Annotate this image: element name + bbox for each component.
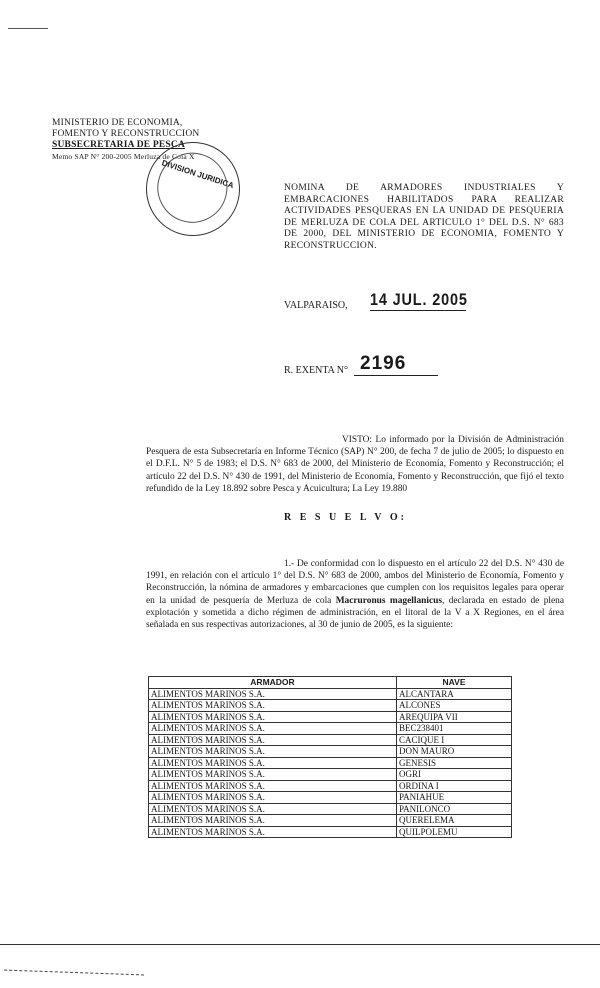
resolution-number: 2196	[360, 353, 407, 374]
table-row	[149, 757, 512, 769]
document-title: NOMINA DE ARMADORES INDUSTRIALES Y EMBARCACIONES HABILITADOS PARA REALIZAR ACTIVIDADES PESQUERAS EN LA UNIDAD DE PESQUERIA DE MERLUZA DE COLA DEL ARTICULO 1° DEL D.S. N° 683 DE 2000, DEL MINISTERIO DE ECONOMIA, FOMENTO Y RECONSTRUCCION.	[284, 183, 564, 251]
nave-cell: AREQUIPA VII	[397, 711, 512, 723]
memo-reference: Memo SAP N° 200-2005 Merluza de Cola X	[52, 152, 195, 161]
ministry-line-2: FOMENTO Y RECONSTRUCCION	[52, 129, 200, 139]
place-label: VALPARAISO,	[284, 300, 348, 311]
armador-cell: ALIMENTOS MARINOS S.A.	[149, 815, 397, 827]
armador-cell: ALIMENTOS MARINOS S.A.	[149, 792, 397, 804]
date-underline	[370, 310, 466, 311]
nave-cell: PANILONCO	[397, 803, 512, 815]
nave-cell: ALCANTARA	[397, 688, 512, 700]
armador-cell: ALIMENTOS MARINOS S.A.	[149, 734, 397, 746]
table-row	[149, 803, 512, 815]
column-header-armador: ARMADOR	[149, 677, 397, 689]
scan-divider	[0, 944, 600, 945]
nave-cell: BEC238401	[397, 723, 512, 735]
table-body	[149, 688, 512, 838]
armador-cell: ALIMENTOS MARINOS S.A.	[149, 688, 397, 700]
species-name: Macruronus magellanicus	[335, 595, 442, 606]
table-row	[149, 769, 512, 781]
nave-cell: QUILPOLEMU	[397, 826, 512, 838]
table-row	[149, 780, 512, 792]
armador-cell: ALIMENTOS MARINOS S.A.	[149, 803, 397, 815]
armador-cell: ALIMENTOS MARINOS S.A.	[149, 826, 397, 838]
resuelvo-heading: R E S U E L V O:	[284, 512, 407, 523]
resolution-point-1	[146, 558, 564, 631]
nave-cell: PANIAHUE	[397, 792, 512, 804]
table-row	[149, 815, 512, 827]
armador-cell: ALIMENTOS MARINOS S.A.	[149, 769, 397, 781]
nave-cell: GENESIS	[397, 757, 512, 769]
table-header-row	[149, 677, 512, 689]
scan-dash	[4, 970, 144, 976]
armador-cell: ALIMENTOS MARINOS S.A.	[149, 780, 397, 792]
armadores-table	[148, 676, 512, 838]
table-row	[149, 688, 512, 700]
column-header-nave: NAVE	[397, 677, 512, 689]
stamp-text: DIVISION JURIDICA	[160, 158, 235, 191]
table-row	[149, 723, 512, 735]
table-row	[149, 746, 512, 758]
subsecretaria-line: SUBSECRETARIA DE PESCA	[52, 140, 186, 150]
point-1-text-end: , declarada en estado de plena explotación y sometida a dicho régimen de administración, en el litoral de la V a X Regiones, en el área señalada en sus respectivas autorizaciones, al 30 de junio de 2005, es la siguiente:	[146, 595, 564, 631]
nave-cell: CACIQUE I	[397, 734, 512, 746]
table-row	[149, 711, 512, 723]
table-row	[149, 700, 512, 712]
nave-cell: ALCONES	[397, 700, 512, 712]
table-row	[149, 826, 512, 838]
armador-cell: ALIMENTOS MARINOS S.A.	[149, 757, 397, 769]
scan-mark	[8, 28, 48, 29]
resolution-label: R. EXENTA N°	[284, 365, 349, 376]
date-stamp: 14 JUL. 2005	[370, 290, 468, 309]
nave-cell: DON MAURO	[397, 746, 512, 758]
table-row	[149, 734, 512, 746]
nave-cell: OGRI	[397, 769, 512, 781]
nave-cell: QUERELEMA	[397, 815, 512, 827]
table-row	[149, 792, 512, 804]
armador-cell: ALIMENTOS MARINOS S.A.	[149, 723, 397, 735]
ministry-line: MINISTERIO DE ECONOMIA,	[52, 118, 183, 128]
point-1-text: 1.- De conformidad con lo dispuesto en el artículo 22 del D.S. N° 430 de 1991, en relación con el artículo 1° del D.S. N° 683 de 2000, ambos del Ministerio de Economía, Fomento y Reconstrucción, la nómina de armadores y embarcaciones que cumplen con los requisitos legales para operar en la unidad de pesquería de Merluza de cola	[146, 559, 564, 606]
armador-cell: ALIMENTOS MARINOS S.A.	[149, 746, 397, 758]
armador-cell: ALIMENTOS MARINOS S.A.	[149, 711, 397, 723]
resolution-underline	[354, 375, 438, 376]
visto-paragraph: VISTO: Lo informado por la División de Administración Pesquera de esta Subsecretaría en Informe Técnico (SAP) N° 200, de fecha 7 de julio de 2005; lo dispuesto en el D.F.L. N° 5 de 1983; el D.S. N° 683 de 2000, del Ministerio de Economía, Fomento y Reconstrucción; el artículo 22 del D.S. N° 430 de 1991, del Ministerio de Economía, Fomento y Reconstrucción, que fijó el texto refundido de la Ley 18.892 sobre Pesca y Acuicultura; La Ley 19.880	[146, 435, 564, 494]
armador-cell: ALIMENTOS MARINOS S.A.	[149, 700, 397, 712]
nave-cell: ORDINA I	[397, 780, 512, 792]
